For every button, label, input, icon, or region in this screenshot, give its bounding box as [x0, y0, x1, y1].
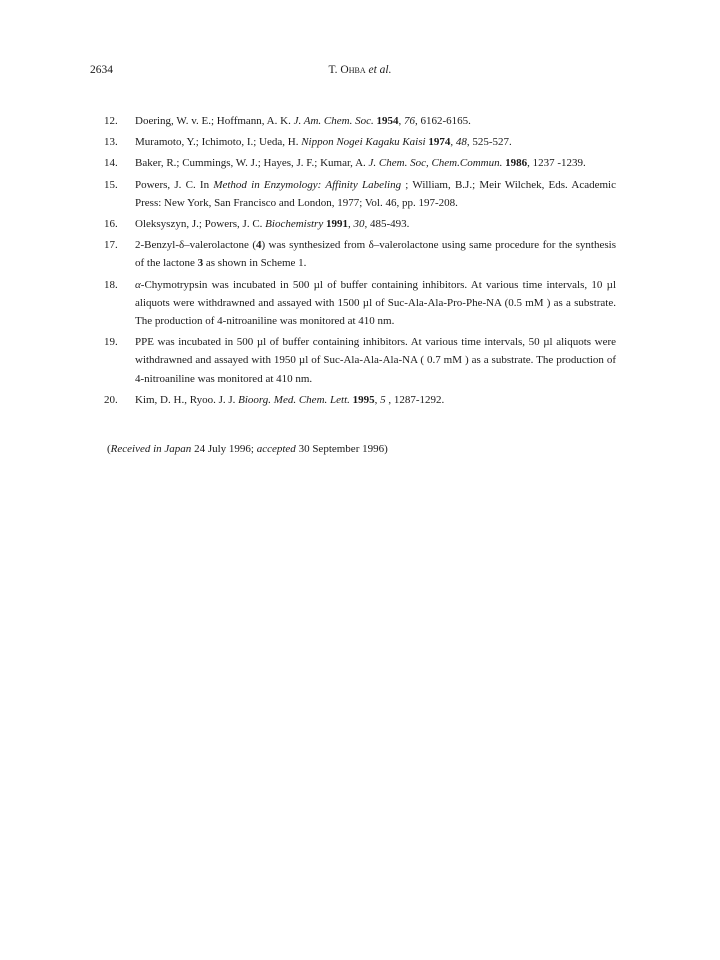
reference-segment: Oleksyszyn, J.; Powers, J. C. [135, 218, 266, 231]
reference-bold-segment: 1974 [428, 136, 451, 149]
reference-text [135, 136, 512, 148]
reference-text [135, 394, 444, 406]
reference-number: 19. [104, 336, 118, 349]
received-label: Received in Japan [110, 443, 192, 455]
reference-italic-segment: 30 [353, 218, 365, 231]
reference-italic-segment: J. Chem. Soc, Chem.Commun. [368, 157, 503, 170]
reference-segment: , [347, 218, 354, 231]
accepted-label: accepted [256, 443, 296, 455]
received-note [107, 440, 388, 458]
reference-item [104, 236, 616, 272]
reference-text [135, 279, 616, 327]
reference-segment: Doering, W. v. E.; Hoffmann, A. K. [135, 115, 294, 127]
reference-segment: , 525-527. [466, 136, 512, 149]
reference-italic-segment: α [135, 278, 141, 291]
reference-text [135, 239, 616, 269]
reference-italic-segment: Nippon Nogei Kagaku Kaisi [301, 136, 426, 149]
reference-bold-segment: 1991 [325, 218, 348, 231]
reference-item [104, 215, 616, 233]
accepted-date: 30 September 1996) [295, 443, 388, 455]
reference-number: 17. [104, 239, 118, 252]
received-date: 24 July 1996; [191, 443, 257, 455]
reference-italic-segment: Biochemistry [265, 218, 324, 231]
reference-number: 14. [104, 157, 118, 170]
reference-italic-segment: J. Am. Chem. Soc. [293, 115, 374, 127]
reference-segment: , [398, 115, 404, 127]
reference-item [104, 112, 616, 130]
reference-item [104, 154, 616, 172]
reference-segment: Powers, J. C. In [135, 178, 214, 191]
reference-number: 12. [104, 115, 118, 127]
reference-item [104, 176, 616, 212]
reference-segment: as shown in Scheme 1. [203, 257, 307, 270]
running-head-etal: et al. [368, 64, 392, 76]
page-number: 2634 [90, 64, 113, 76]
reference-text [135, 115, 471, 127]
reference-segment: , 485-493. [364, 218, 410, 231]
reference-text [135, 336, 616, 384]
reference-number: 18. [104, 278, 118, 291]
reference-segment: PPE was incubated in 500 µl of buffer containing inhibitors. At various time intervals, 50 µl aliquots were withdrawned and assayed with 1950 µl of Suc-Ala-Ala-Ala-NA ( 0.7 mM ) as a substrate. The production of 4-nitroaniline was monitored at 410 nm. [135, 336, 616, 385]
reference-list [104, 112, 616, 412]
reference-bold-segment: 1954 [376, 115, 399, 127]
reference-italic-segment: Bioorg. Med. Chem. Lett. [238, 393, 350, 406]
reference-item [104, 276, 616, 331]
received-open-paren: ( [107, 443, 111, 455]
reference-item [104, 391, 616, 409]
reference-italic-segment: 5 [380, 393, 386, 406]
reference-italic-segment: Method in Enzymology: Affinity Labeling [213, 178, 402, 191]
reference-segment: 2-Benzyl-δ–valerolactone ( [135, 239, 256, 252]
reference-italic-segment: 48 [455, 136, 467, 149]
reference-bold-segment: 1995 [352, 393, 375, 406]
reference-segment: , 1287-1292. [385, 393, 445, 406]
reference-item [104, 133, 616, 151]
reference-number: 20. [104, 393, 118, 406]
reference-segment: , 6162-6165. [414, 115, 471, 127]
reference-segment: -Chymotrypsin was incubated in 500 µl of buffer containing inhibitors. At various time intervals, 10 µl aliquots were withdrawned and assayed with 1500 µl of Suc-Ala-Ala-Pro-Phe-NA (0.5 mM ) as a substrate. The production of 4-nitroaniline was monitored at 410 nm. [135, 278, 616, 328]
reference-segment: ) was synthesized from δ–valerolactone using same procedure for the synthesis of the lactone [135, 239, 616, 270]
reference-number: 15. [104, 178, 118, 191]
reference-segment: , 1237 -1239. [527, 157, 586, 170]
reference-item [104, 333, 616, 388]
reference-segment: , [450, 136, 456, 149]
reference-text [135, 179, 616, 209]
reference-segment: Baker, R.; Cummings, W. J.; Hayes, J. F.; Kumar, A. [135, 157, 369, 170]
reference-segment: Kim, D. H., Ryoo. J. J. [135, 393, 239, 406]
reference-number: 13. [104, 136, 118, 149]
reference-bold-segment: 1986 [505, 157, 528, 170]
reference-segment: ; William, B.J.; Meir Wilchek, Eds. Academic Press: New York, San Francisco and London, 1977; Vol. 46, pp. 197-208. [135, 178, 616, 209]
reference-text [135, 157, 586, 169]
reference-italic-segment: 76 [403, 115, 415, 127]
running-head-author: T. Ohba [328, 64, 366, 76]
reference-text [135, 218, 409, 230]
reference-segment: Muramoto, Y.; Ichimoto, I.; Ueda, H. [135, 136, 302, 149]
reference-bold-segment: 4 [255, 239, 262, 252]
reference-number: 16. [104, 218, 118, 231]
running-head [0, 64, 720, 76]
reference-bold-segment: 3 [197, 257, 204, 270]
reference-segment: , [374, 393, 381, 406]
